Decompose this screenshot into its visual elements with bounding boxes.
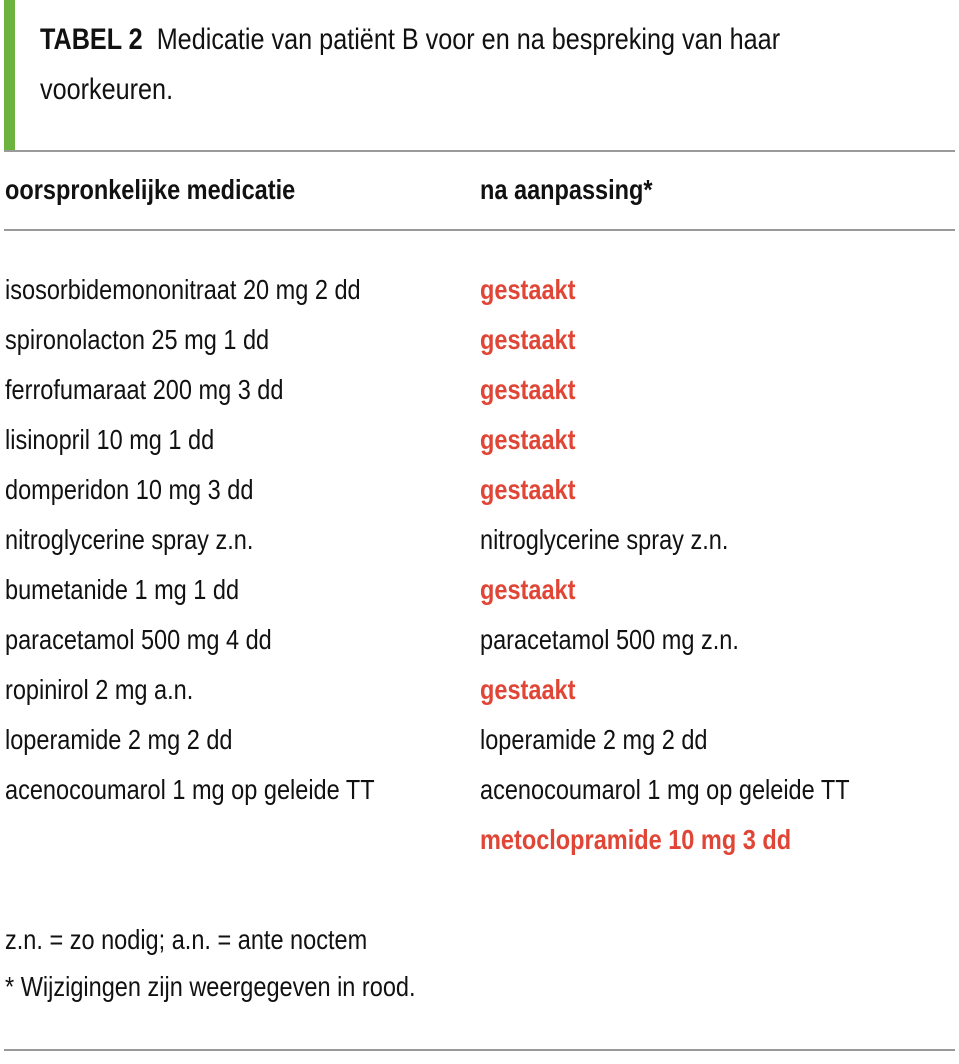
- cell-adjusted: gestaakt: [480, 674, 576, 705]
- header-adjusted: na aanpassing*: [480, 174, 653, 205]
- cell-original: ferrofumaraat 200 mg 3 dd: [5, 374, 284, 405]
- cell-adjusted: gestaakt: [480, 274, 576, 305]
- cell-original: nitroglycerine spray z.n.: [5, 524, 254, 555]
- cell-adjusted: gestaakt: [480, 474, 576, 505]
- cell-original: isosorbidemononitraat 20 mg 2 dd: [5, 274, 361, 305]
- cell-original: lisinopril 10 mg 1 dd: [5, 424, 215, 455]
- cell-adjusted: acenocoumarol 1 mg op geleide TT: [480, 774, 850, 805]
- caption-line-2: voorkeuren.: [40, 73, 174, 106]
- cell-original: bumetanide 1 mg 1 dd: [5, 574, 240, 605]
- caption-text: Medicatie van patiënt B voor en na bespreking van haar: [156, 23, 781, 56]
- divider-top: [4, 150, 955, 152]
- cell-adjusted: metoclopramide 10 mg 3 dd: [480, 824, 792, 855]
- accent-bar: [4, 0, 15, 150]
- cell-adjusted: gestaakt: [480, 374, 576, 405]
- divider-header: [4, 229, 955, 231]
- cell-original: paracetamol 500 mg 4 dd: [5, 624, 272, 655]
- cell-original: ropinirol 2 mg a.n.: [5, 674, 194, 705]
- cell-adjusted: gestaakt: [480, 324, 576, 355]
- caption-label: TABEL 2: [40, 23, 143, 56]
- cell-original: domperidon 10 mg 3 dd: [5, 474, 254, 505]
- divider-bottom: [4, 1049, 955, 1051]
- cell-adjusted: nitroglycerine spray z.n.: [480, 524, 729, 555]
- cell-original: spironolacton 25 mg 1 dd: [5, 324, 270, 355]
- header-original: oorspronkelijke medicatie: [5, 174, 296, 205]
- cell-adjusted: loperamide 2 mg 2 dd: [480, 724, 708, 755]
- footnote-changes: * Wijzigingen zijn weergegeven in rood.: [5, 971, 416, 1002]
- footnote-abbreviations: z.n. = zo nodig; a.n. = ante noctem: [5, 924, 368, 955]
- cell-adjusted: paracetamol 500 mg z.n.: [480, 624, 739, 655]
- cell-original: loperamide 2 mg 2 dd: [5, 724, 233, 755]
- cell-original: acenocoumarol 1 mg op geleide TT: [5, 774, 375, 805]
- cell-adjusted: gestaakt: [480, 424, 576, 455]
- caption-line-1: [40, 22, 780, 58]
- cell-adjusted: gestaakt: [480, 574, 576, 605]
